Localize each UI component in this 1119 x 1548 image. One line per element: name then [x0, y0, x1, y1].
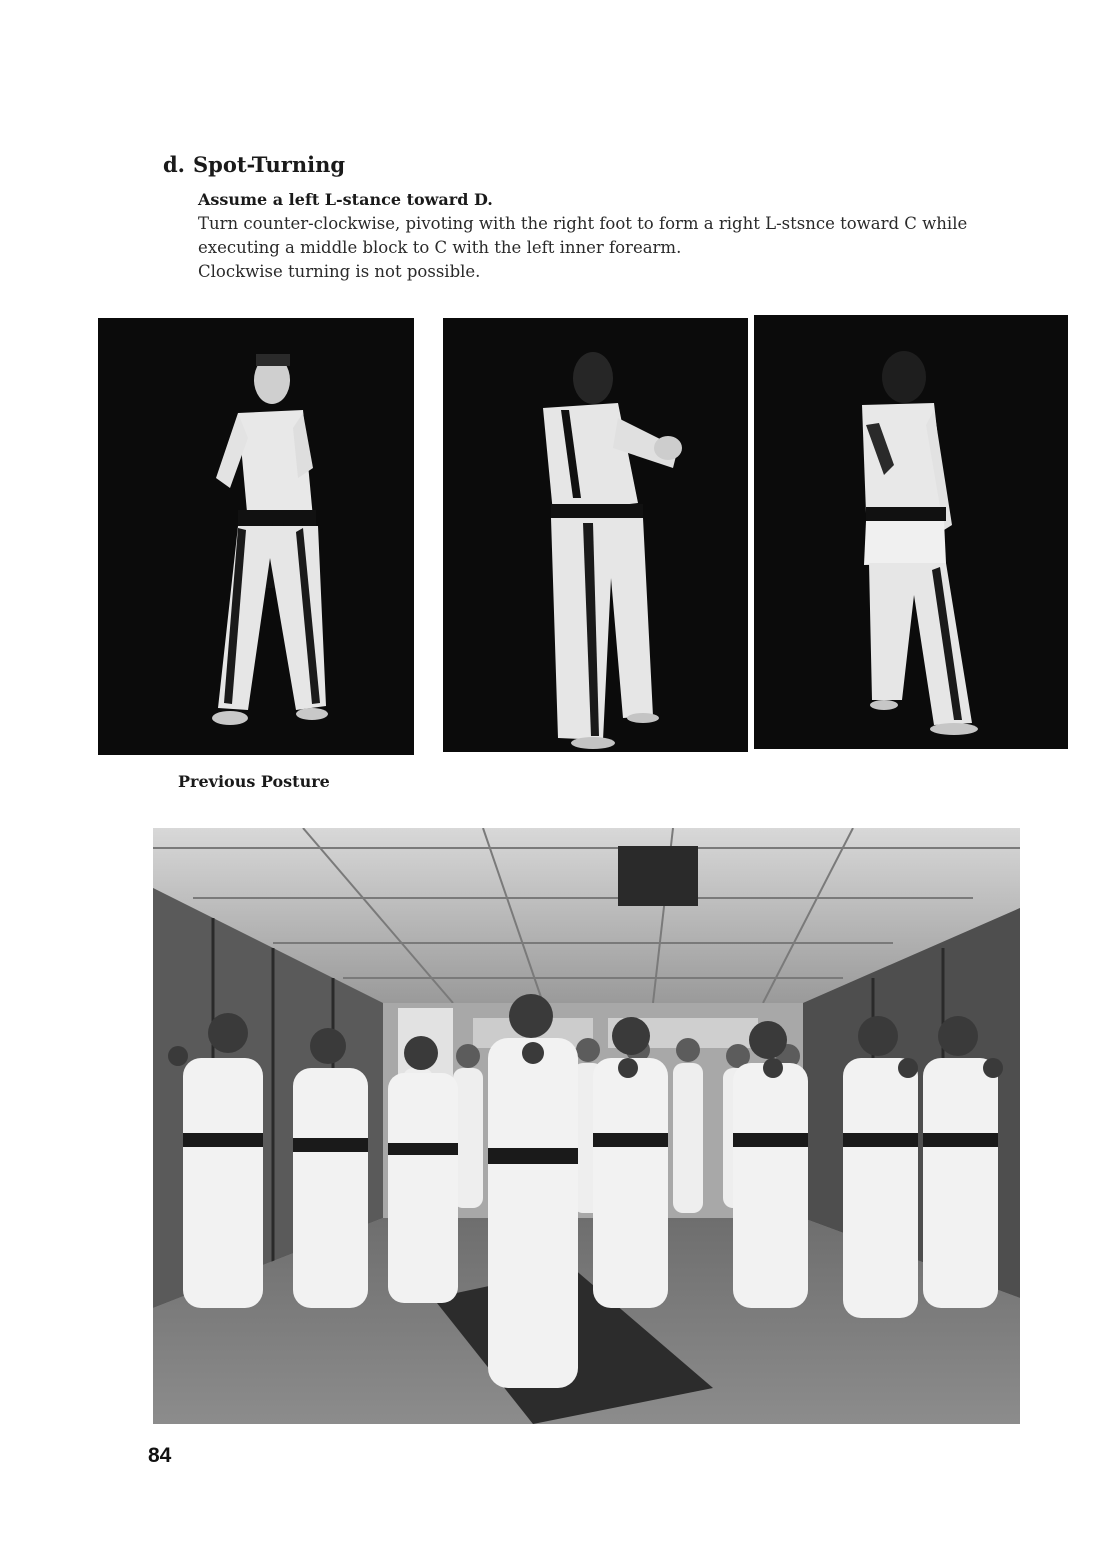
figure-back-illustration — [754, 315, 1068, 749]
page-number: 84 — [148, 1444, 172, 1467]
figure-turning-illustration — [443, 318, 748, 752]
instruction-paragraph: Clockwise turning is not possible. — [198, 262, 481, 281]
class-training-illustration — [153, 828, 1020, 1424]
photo-class-training — [153, 828, 1020, 1424]
photo-turning — [443, 318, 748, 752]
section-title: Spot-Turning — [193, 152, 346, 177]
photo-previous-posture — [98, 318, 414, 755]
section-subtitle: Assume a left L-stance toward D. — [198, 190, 493, 209]
figure-front-illustration — [98, 318, 414, 755]
section-heading — [163, 152, 345, 177]
photo-final-stance — [754, 315, 1068, 749]
section-letter: d. — [163, 152, 185, 177]
instruction-paragraph: Turn counter-clockwise, pivoting with the right foot to form a right L-stsnce toward C while executing a middle block to C with the left inner forearm. — [198, 214, 968, 257]
photo-caption: Previous Posture — [178, 772, 330, 791]
instruction-text — [198, 212, 978, 284]
